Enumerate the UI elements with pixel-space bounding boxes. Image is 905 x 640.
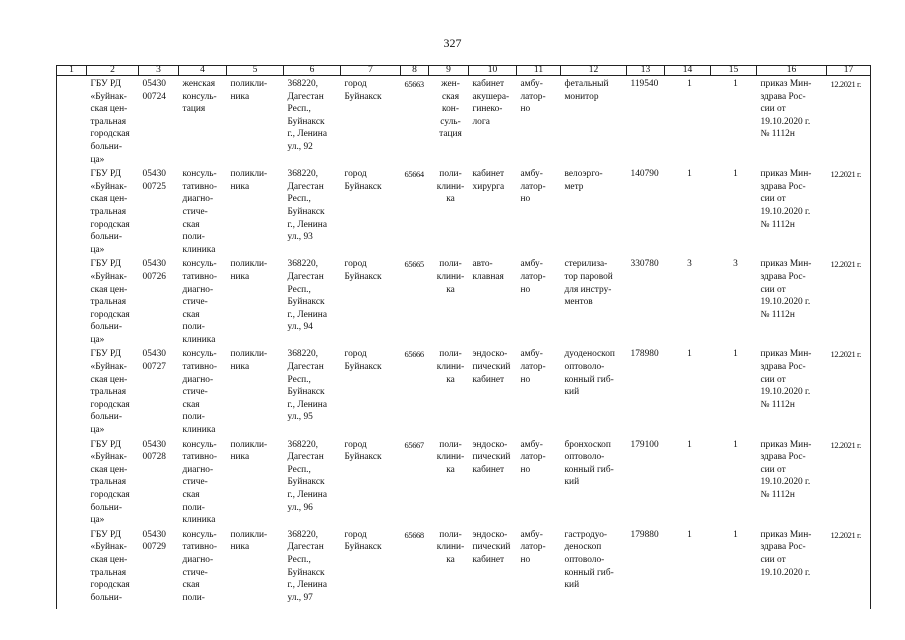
city-cell: город Буйнакск [344,529,382,553]
date-cell: 12.2021 г. [827,346,871,436]
row-number-cell [57,76,87,167]
date-cell: 12.2021 г. [827,437,871,527]
quantity-cell: 3 [687,259,692,270]
division-cell: женская консуль- тация [182,79,217,115]
quantity-cell: 1 [733,439,738,450]
quantity-cell: 1 [687,349,692,360]
equipment-code-cell: 178980 [630,349,659,360]
column-header: 11 [517,66,561,76]
department-cell: поли- клини- ка [436,259,465,295]
column-header: 8 [401,66,429,76]
unit-type-cell: поликли- ника [230,529,268,553]
quantity-cell: 1 [733,529,738,540]
room-cell: эндоско- пический кабинет [472,349,511,385]
id-cell: 65664 [404,169,424,180]
care-mode-cell: амбу- латор- но [520,439,546,475]
care-mode-cell: амбу- латор- но [520,529,546,565]
department-cell: поли- клини- ка [436,169,465,205]
unit-type-cell: поликли- ника [230,349,268,373]
code-cell: 05430 00726 [142,259,166,282]
date-cell: 12.2021 г. [827,76,871,167]
division-cell: консуль- тативно- диагно- стиче- ская поли- клиника [182,349,217,436]
order-cell: приказ Мин- здрава Рос- сии от 19.10.2020 г. № 1112н [760,79,812,140]
division-cell: консуль- тативно- диагно- стиче- ская поли- клиника [182,169,217,255]
id-cell: 65666 [404,349,424,360]
quantity-cell: 1 [733,169,738,180]
equipment-cell: гастродуо- деноскоп оптоволо- конный гиб- кий [564,529,614,591]
column-header: 16 [757,66,827,76]
column-header: 6 [284,66,341,76]
equipment-cell: стерилиза- тор паровой для инстру- ментов [564,259,613,308]
quantity-cell: 1 [687,79,692,89]
quantity-cell: 1 [687,439,692,450]
room-cell: авто- клавная [472,259,504,282]
column-header: 12 [561,66,627,76]
id-cell: 65665 [404,259,424,270]
equipment-cell: дуоденоскоп оптоволо- конный гиб- кий [564,349,615,398]
city-cell: город Буйнакск [344,259,382,282]
equipment-code-cell: 119540 [630,79,659,89]
address-cell: 368220, Дагестан Респ., Буйнакск г., Ленина ул., 96 [287,439,327,513]
order-cell: приказ Мин- здрава Рос- сии от 19.10.2020 г. [760,529,812,578]
id-cell: 65667 [404,439,424,450]
division-cell: консуль- тативно- диагно- стиче- ская поли- клиника [182,259,217,345]
row-number-cell [57,256,87,346]
table-row [57,527,871,609]
id-cell: 65663 [404,79,424,89]
column-header: 5 [227,66,284,76]
address-cell: 368220, Дагестан Респ., Буйнакск г., Ленина ул., 94 [287,259,327,333]
code-cell: 05430 00725 [142,169,166,192]
date-cell: 12.2021 г. [827,527,871,609]
table-row [57,437,871,527]
care-mode-cell: амбу- латор- но [520,79,546,115]
equipment-code-cell: 179880 [630,529,659,540]
order-cell: приказ Мин- здрава Рос- сии от 19.10.2020 г. № 1112н [760,439,812,500]
row-number-cell [57,166,87,256]
equipment-cell: фетальный монитор [564,79,609,102]
institution-cell: ГБУ РД «Буйнак- ская цен- тральная городская больни- ца» [90,439,130,526]
quantity-cell: 1 [733,79,738,89]
equipment-code-cell: 140790 [630,169,659,180]
care-mode-cell: амбу- латор- но [520,259,546,295]
code-cell: 05430 00727 [142,349,166,373]
quantity-cell: 1 [733,349,738,360]
table-row [57,256,871,346]
department-cell: поли- клини- ка [436,439,465,475]
date-cell: 12.2021 г. [827,166,871,256]
order-cell: приказ Мин- здрава Рос- сии от 19.10.2020 г. № 1112н [760,259,812,320]
order-cell: приказ Мин- здрава Рос- сии от 19.10.2020 г. № 1112н [760,169,812,230]
order-cell: приказ Мин- здрава Рос- сии от 19.10.2020 г. № 1112н [760,349,812,410]
institution-cell: ГБУ РД «Буйнак- ская цен- тральная городская больни- ца» [90,79,130,165]
column-header: 2 [87,66,139,76]
room-cell: кабинет хирурга [472,169,505,192]
date-cell: 12.2021 г. [827,256,871,346]
row-number-cell [57,527,87,609]
table-row [57,76,871,167]
register-table [56,65,871,609]
table-row [57,166,871,256]
row-number-cell [57,437,87,527]
quantity-cell: 3 [733,259,738,270]
room-cell: эндоско- пический кабинет [472,529,511,565]
code-cell: 05430 00728 [142,439,166,463]
department-cell: поли- клини- ка [436,349,465,385]
equipment-cell: бронхоскоп оптоволо- конный гиб- кий [564,439,614,488]
code-cell: 05430 00724 [142,79,166,102]
institution-cell: ГБУ РД «Буйнак- ская цен- тральная городская больни- ца» [90,349,130,436]
address-cell: 368220, Дагестан Респ., Буйнакск г., Ленина ул., 93 [287,169,327,243]
quantity-cell: 1 [687,169,692,180]
row-number-cell [57,346,87,436]
unit-type-cell: поликли- ника [230,169,268,192]
department-cell: поли- клини- ка [436,529,465,565]
city-cell: город Буйнакск [344,169,382,192]
equipment-cell: велоэрго- метр [564,169,603,192]
address-cell: 368220, Дагестан Респ., Буйнакск г., Ленина ул., 95 [287,349,327,423]
division-cell: консуль- тативно- диагно- стиче- ская поли- [182,529,217,603]
equipment-code-cell: 179100 [630,439,659,450]
city-cell: город Буйнакск [344,439,382,463]
care-mode-cell: амбу- латор- но [520,169,546,205]
column-header: 3 [139,66,179,76]
unit-type-cell: поликли- ника [230,79,268,102]
institution-cell: ГБУ РД «Буйнак- ская цен- тральная городская больни- ца» [90,169,130,255]
city-cell: город Буйнакск [344,349,382,373]
division-cell: консуль- тативно- диагно- стиче- ская поли- клиника [182,439,217,526]
room-cell: эндоско- пический кабинет [472,439,511,475]
page-number: 327 [443,36,462,50]
city-cell: город Буйнакск [344,79,382,102]
room-cell: кабинет акушера- гинеко- лога [472,79,510,127]
column-header: 17 [827,66,871,76]
column-header: 13 [627,66,665,76]
column-header: 1 [57,66,87,76]
quantity-cell: 1 [687,529,692,540]
institution-cell: ГБУ РД «Буйнак- ская цен- тральная городская больни- ца» [90,259,130,345]
id-cell: 65668 [404,529,424,540]
department-cell: жен- ская кон- суль- тация [439,79,462,140]
care-mode-cell: амбу- латор- но [520,349,546,385]
column-header: 4 [179,66,227,76]
address-cell: 368220, Дагестан Респ., Буйнакск г., Ленина ул., 97 [287,529,327,603]
column-header: 7 [341,66,401,76]
column-header: 15 [711,66,757,76]
table-row [57,346,871,436]
institution-cell: ГБУ РД «Буйнак- ская цен- тральная городская больни- [90,529,130,603]
unit-type-cell: поликли- ника [230,259,268,282]
address-cell: 368220, Дагестан Респ., Буйнакск г., Ленина ул., 92 [287,79,327,152]
column-header: 10 [469,66,517,76]
code-cell: 05430 00729 [142,529,166,553]
column-header: 14 [665,66,711,76]
column-number-row [57,66,871,76]
unit-type-cell: поликли- ника [230,439,268,463]
column-header: 9 [429,66,469,76]
equipment-code-cell: 330780 [630,259,659,270]
